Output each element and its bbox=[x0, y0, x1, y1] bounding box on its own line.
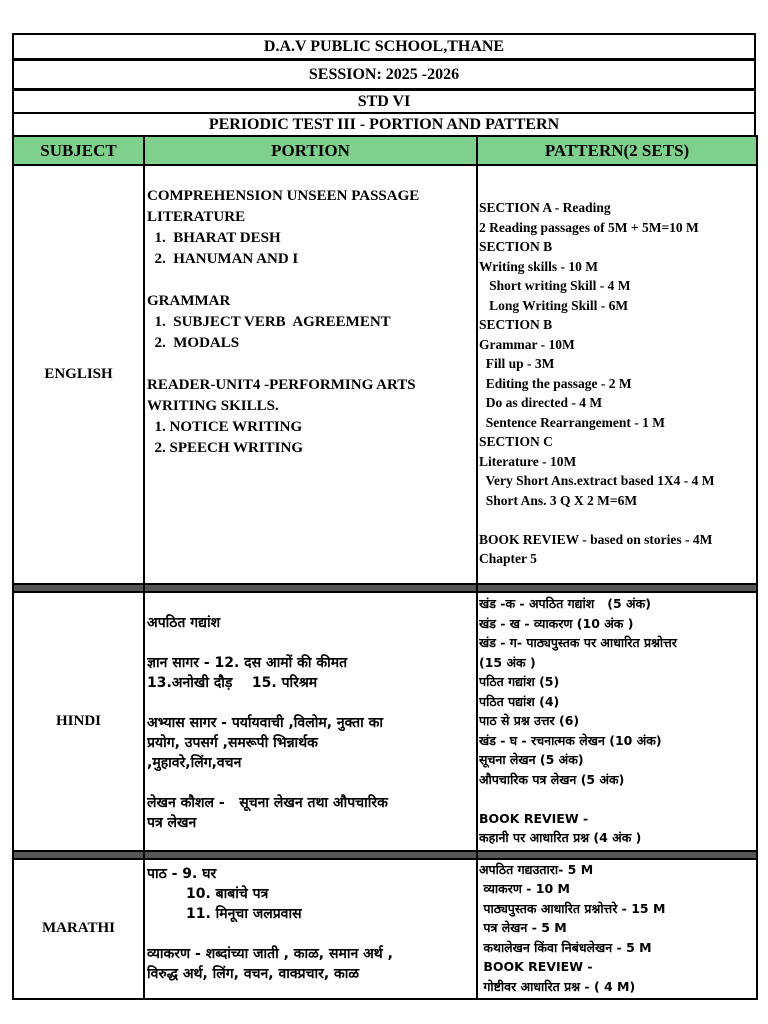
english-portion-line: WRITING SKILLS. bbox=[147, 398, 279, 414]
column-subject: SUBJECT bbox=[13, 136, 144, 165]
marathi-portion-line: व्याकरण - शब्दांच्या जाती , काळ, समान अर्थ , bbox=[147, 945, 393, 962]
session-title: SESSION: 2025 -2026 bbox=[12, 58, 756, 88]
marathi-portion-line: 11. मिनूचा जलप्रवास bbox=[147, 905, 302, 922]
english-portion-line bbox=[147, 354, 474, 375]
hindi-pattern-line: BOOK REVIEW - bbox=[479, 810, 589, 826]
english-subject: ENGLISH bbox=[13, 165, 144, 584]
hindi-portion-line: 13.अनोखी दौड़ 15. परिश्रम bbox=[147, 675, 318, 691]
column-pattern: PATTERN(2 SETS) bbox=[477, 136, 757, 165]
english-portion-line: COMPREHENSION UNSEEN PASSAGE bbox=[147, 188, 420, 204]
hindi-portion-line: ,मुहावरे,लिंग,वचन bbox=[147, 755, 242, 771]
english-pattern-line bbox=[479, 510, 755, 530]
english-pattern-line: SECTION C bbox=[479, 434, 553, 449]
english-pattern-line: Literature - 10M bbox=[479, 453, 577, 469]
marathi-portion-line: पाठ - 9. घर bbox=[147, 865, 217, 882]
english-pattern-line: Short writing Skill - 4 M bbox=[479, 278, 631, 293]
english-pattern-line: SECTION A - Reading bbox=[479, 200, 611, 215]
english-pattern-line: Long Writing Skill - 6M bbox=[479, 297, 629, 313]
english-row bbox=[13, 165, 757, 584]
marathi-pattern-line: BOOK REVIEW - bbox=[479, 959, 593, 974]
marathi-portion bbox=[144, 859, 477, 1000]
hindi-pattern-line: खंड - ग- पाठ्यपुस्तक पर आधारित प्रश्नोत्तर bbox=[479, 635, 677, 650]
section-divider bbox=[13, 584, 757, 592]
marathi-portion-line: 10. बाबांचे पत्र bbox=[147, 885, 269, 902]
hindi-portion-line: प्रयोग, उपसर्ग ,समरूपी भिन्नार्थक bbox=[147, 735, 318, 751]
english-portion-line: READER-UNIT4 -PERFORMING ARTS bbox=[147, 377, 416, 393]
english-pattern-line: BOOK REVIEW - based on stories - 4M bbox=[479, 531, 713, 547]
english-pattern-line: 2 Reading passages of 5M + 5M=10 M bbox=[479, 219, 699, 235]
hindi-pattern-line: खंड - घ - रचनात्मक लेखन (10 अंक) bbox=[479, 732, 662, 748]
marathi-portion-line: विरुद्ध अर्थ, लिंग, वचन, वाक्प्रचार, काळ bbox=[147, 965, 360, 982]
document-sheet bbox=[12, 33, 756, 1000]
hindi-pattern-line: औपचारिक पत्र लेखन (5 अंक) bbox=[479, 771, 625, 787]
english-pattern-line: Do as directed - 4 M bbox=[479, 395, 603, 410]
hindi-pattern-line: कहानी पर आधारित प्रश्न (4 अंक ) bbox=[479, 830, 642, 845]
hindi-pattern-line: पठित पद्यांश (4) bbox=[479, 693, 560, 709]
english-portion-line: 1. BHARAT DESH bbox=[147, 230, 281, 246]
hindi-pattern-line: खंड -क - अपठित गद्यांश (5 अंक) bbox=[479, 596, 651, 611]
school-name: D.A.V PUBLIC SCHOOL,THANE bbox=[12, 33, 756, 58]
column-header-row bbox=[13, 136, 757, 165]
test-title: PERIODIC TEST III - PORTION AND PATTERN bbox=[12, 112, 756, 135]
english-pattern-line: Editing the passage - 2 M bbox=[479, 375, 632, 391]
english-pattern-line: Chapter 5 bbox=[479, 551, 537, 566]
english-pattern-line: Very Short Ans.extract based 1X4 - 4 M bbox=[479, 473, 715, 488]
english-portion-line: 1. NOTICE WRITING bbox=[147, 419, 303, 435]
hindi-pattern-line bbox=[479, 789, 755, 809]
std-title: STD VI bbox=[12, 88, 756, 112]
english-pattern-line: SECTION B bbox=[479, 317, 553, 332]
hindi-row bbox=[13, 592, 757, 851]
english-pattern-line: Writing skills - 10 M bbox=[479, 258, 599, 274]
hindi-portion-line: अभ्यास सागर - पर्यायवाची ,विलोम, नुक्ता का bbox=[147, 715, 384, 731]
english-pattern-line: Sentence Rearrangement - 1 M bbox=[479, 414, 665, 430]
marathi-pattern-line: पत्र लेखन - 5 M bbox=[479, 920, 567, 935]
hindi-portion-line: ज्ञान सागर - 12. दस आमों की कीमत bbox=[147, 655, 348, 671]
english-portion bbox=[144, 165, 477, 584]
hindi-portion-line bbox=[147, 693, 474, 713]
hindi-portion-line bbox=[147, 773, 474, 793]
hindi-subject: HINDI bbox=[13, 592, 144, 851]
hindi-pattern-line: खंड - ख - व्याकरण (10 अंक ) bbox=[479, 615, 634, 631]
english-portion-line: GRAMMAR bbox=[147, 293, 231, 309]
english-pattern bbox=[477, 165, 757, 584]
hindi-pattern-line: पाठ से प्रश्न उत्तर (6) bbox=[479, 713, 580, 728]
marathi-subject: MARATHI bbox=[13, 859, 144, 1000]
column-portion: PORTION bbox=[144, 136, 477, 165]
english-portion-line: 2. MODALS bbox=[147, 335, 240, 351]
english-pattern-line: Grammar - 10M bbox=[479, 336, 575, 352]
marathi-portion-line bbox=[147, 924, 474, 944]
hindi-portion-line bbox=[147, 633, 474, 653]
marathi-row bbox=[13, 859, 757, 1000]
hindi-portion-line: लेखन कौशल - सूचना लेखन तथा औपचारिक bbox=[147, 795, 388, 811]
marathi-portion-lines bbox=[147, 864, 474, 984]
marathi-pattern-line: पाठ्यपुस्तक आधारित प्रश्नोत्तरे - 15 M bbox=[479, 900, 666, 916]
english-pattern-line: SECTION B bbox=[479, 239, 553, 254]
hindi-portion-lines bbox=[147, 613, 474, 833]
hindi-pattern bbox=[477, 592, 757, 851]
marathi-pattern-line: अपठित गद्यउतारा- 5 M bbox=[479, 861, 594, 877]
english-portion-line: 1. SUBJECT VERB AGREEMENT bbox=[147, 314, 391, 330]
marathi-pattern-line: गोष्टीवर आधारित प्रश्न - ( 4 M) bbox=[479, 978, 636, 994]
english-pattern-line: Short Ans. 3 Q X 2 M=6M bbox=[479, 492, 638, 508]
marathi-pattern-lines bbox=[479, 860, 755, 997]
english-pattern-lines bbox=[479, 198, 755, 569]
hindi-portion-line: अपठित गद्यांश bbox=[147, 615, 221, 631]
hindi-portion bbox=[144, 592, 477, 851]
english-pattern-line: Fill up - 3M bbox=[479, 356, 555, 371]
marathi-pattern-line: व्याकरण - 10 M bbox=[479, 881, 570, 896]
hindi-pattern-line: सूचना लेखन (5 अंक) bbox=[479, 752, 584, 767]
section-divider bbox=[13, 851, 757, 859]
hindi-pattern-lines bbox=[479, 594, 755, 848]
marathi-pattern-line: कथालेखन किंवा निबंधलेखन - 5 M bbox=[479, 939, 652, 955]
marathi-pattern bbox=[477, 859, 757, 1000]
hindi-portion-line: पत्र लेखन bbox=[147, 815, 197, 831]
english-portion-line: LITERATURE bbox=[147, 209, 246, 225]
portion-table bbox=[12, 135, 758, 1000]
hindi-pattern-line: (15 अंक ) bbox=[479, 654, 536, 670]
english-portion-line: 2. SPEECH WRITING bbox=[147, 440, 304, 456]
hindi-pattern-line: पठित गद्यांश (5) bbox=[479, 674, 560, 689]
english-portion-lines bbox=[147, 186, 474, 459]
english-portion-line: 2. HANUMAN AND I bbox=[147, 251, 299, 267]
english-portion-line bbox=[147, 270, 474, 291]
